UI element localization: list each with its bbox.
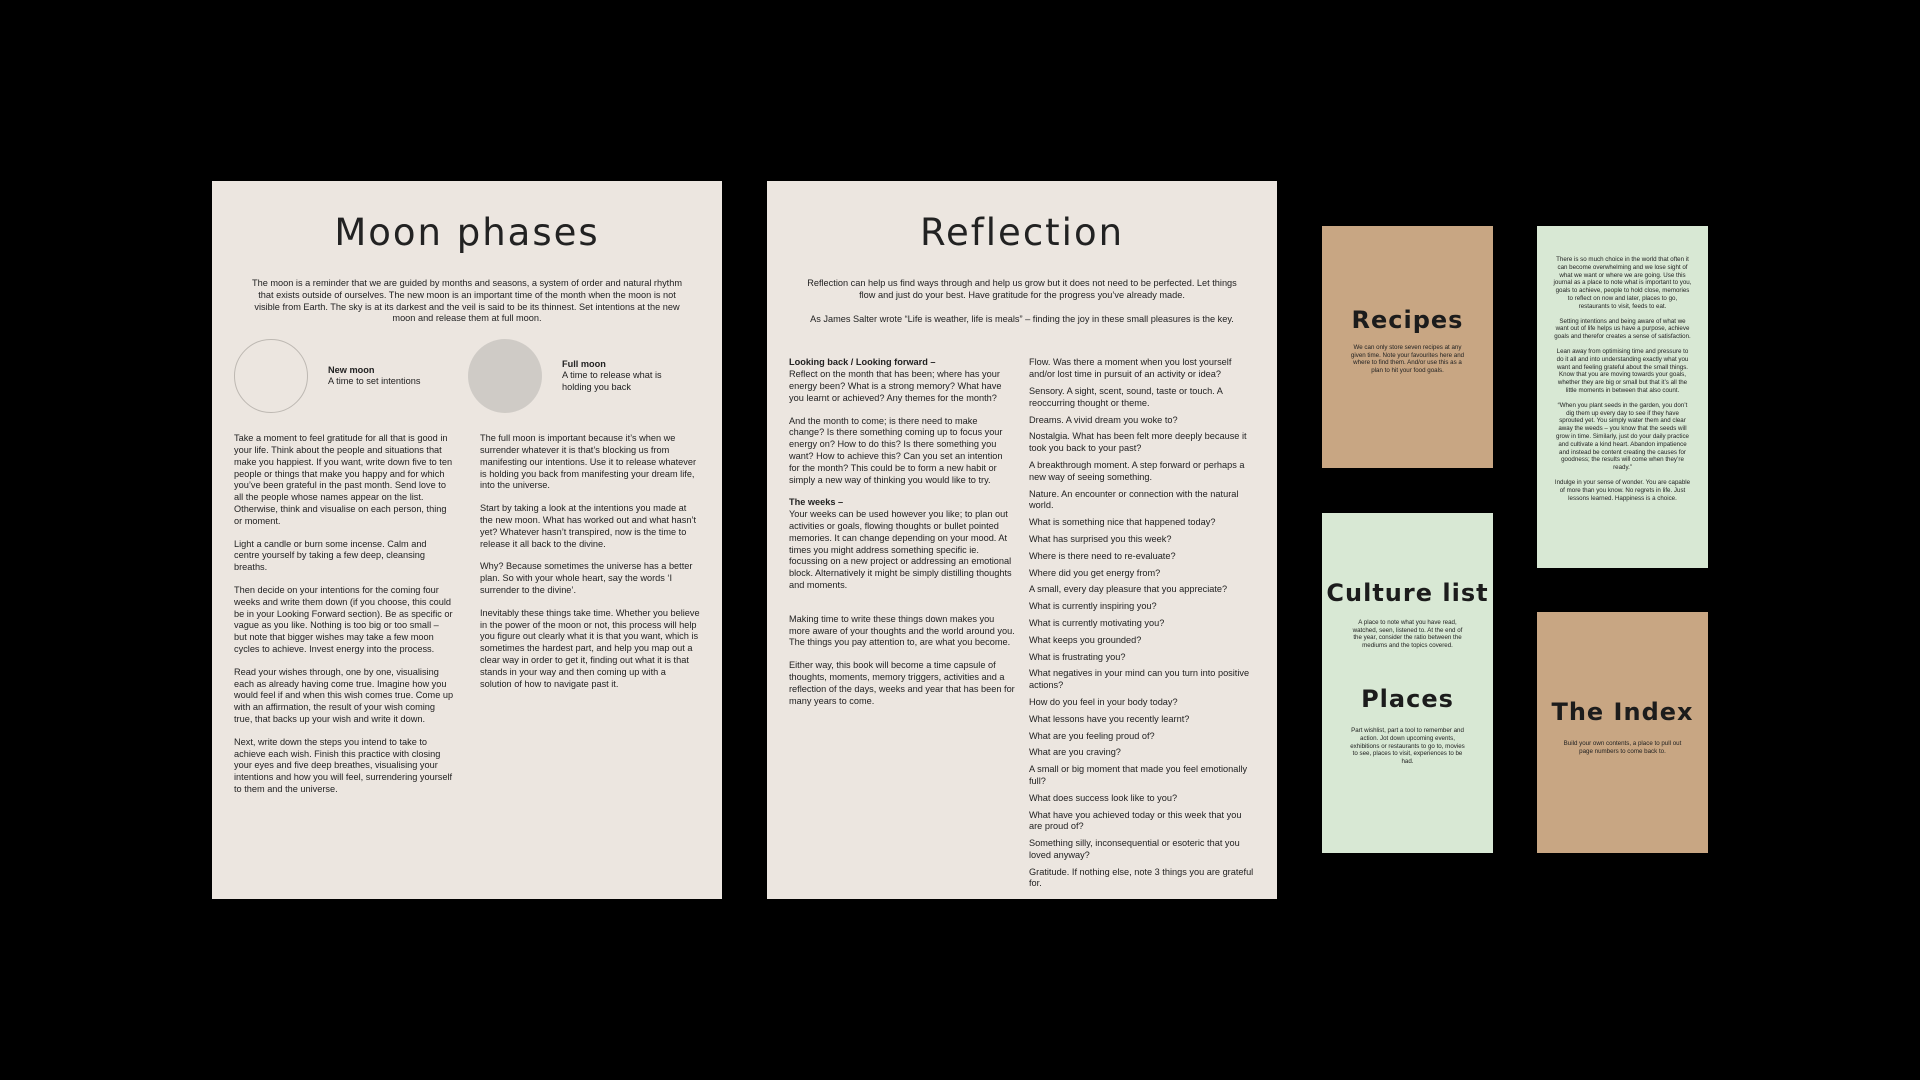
reflection-prompts-column bbox=[1029, 357, 1255, 895]
body-paragraph: Next, write down the steps you intend to take to achieve each wish. Finish this practice with closing your eyes and five deep breathes, visualising your intentions and how you will feel, surrendering yourself to them and the universe. bbox=[234, 736, 453, 794]
weeks-body: Your weeks can be used however you like; to plan out activities or goals, flowing thoughts or bullet pointed memories. It can change depending on your mood. At times you might address something specific ie. focussing on a new project or addressing an emotional block. Alternatively it might be simply distilling thoughts and moments. bbox=[789, 509, 1012, 590]
weeks-section bbox=[789, 497, 1015, 591]
body-paragraph: Why? Because sometimes the universe has a better plan. So with your whole heart, say the words ‘I surrender to the divine’. bbox=[480, 561, 693, 595]
prompt-item: Flow. Was there a moment when you lost yourself and/or lost time in pursuit of an activity or idea? bbox=[1029, 357, 1232, 380]
places-title: Places bbox=[1361, 685, 1454, 714]
reflection-columns bbox=[789, 357, 1255, 895]
culture-places-card bbox=[1322, 513, 1493, 853]
moon-phases-page bbox=[212, 181, 722, 899]
prompt-item: What have you achieved today or this week that you are proud of? bbox=[1029, 809, 1242, 832]
full-moon-text bbox=[562, 359, 672, 394]
prompt-item: What negatives in your mind can you turn into positive actions? bbox=[1029, 668, 1250, 691]
intro-card-paragraph: “When you plant seeds in the garden, you don’t dig them up every day to see if they have sprouted yet. You simply water them and clear away the weeds – you know that the seeds will grow in time. Similarly, just do your daily practice and cultivate a kind heart. Abandon impatience and instead be content creating the causes for goodness; the results will come when they’re ready.” bbox=[1556, 401, 1689, 472]
looking-body: Reflect on the month that has been; where has your energy been? What is a strong memory? What have you learnt or achieved? Any themes for the month? bbox=[789, 369, 1002, 403]
culture-desc: A place to note what you have read, watched, seen, listened to. At the end of the year, consider the ratio between the mediums and the topics covered. bbox=[1352, 619, 1463, 649]
prompt-item: What are you feeling proud of? bbox=[1029, 730, 1155, 741]
prompt-item: A small, every day pleasure that you appreciate? bbox=[1029, 584, 1228, 595]
prompt-item: Nostalgia. What has been felt more deeply because it took you back to your past? bbox=[1029, 431, 1247, 454]
looking-heading: Looking back / Looking forward – bbox=[789, 357, 936, 368]
prompt-item: Where did you get energy from? bbox=[1029, 567, 1161, 578]
weeks-heading: The weeks – bbox=[789, 497, 844, 508]
moon-columns bbox=[234, 433, 700, 807]
prompt-item: What is frustrating you? bbox=[1029, 651, 1126, 662]
intro-paragraph: The moon is a reminder that we are guided by months and seasons, a system of order and natural rhythm that exists outside of ourselves. The new moon is an important time of the month when the moon is not visible from Earth. The sky is at its darkest and the veil is said to be its thinnest. Set intentions at the new moon and release them at full moon. bbox=[252, 278, 682, 324]
reflection-page bbox=[767, 181, 1277, 899]
prompt-item: Nature. An encounter or connection with the natural world. bbox=[1029, 488, 1239, 511]
body-paragraph: And the month to come; is there need to make change? Is there something coming up to focus your energy on? How to do this? Is there something you want? How to achieve this? Can you set an intention for the month? This could be to form a new habit or simply a new way of thinking you would like to try. bbox=[789, 415, 1003, 485]
prompt-item: Dreams. A vivid dream you woke to? bbox=[1029, 414, 1178, 425]
full-moon-icon bbox=[468, 339, 542, 413]
new-moon-desc: A time to set intentions bbox=[328, 376, 421, 387]
body-paragraph: Then decide on your intentions for the coming four weeks and write them down (if you choose, this could be in your Looking Forward section). Be as specific or vague as you like. Nothing is too big or too small – but note that bigger wishes may take a few moon cycles to achieve. Invest energy into the process. bbox=[234, 584, 453, 654]
body-paragraph: Start by taking a look at the intentions you made at the new moon. What has worked out and what hasn’t yet? Whatever hasn’t transpired, now is the time to release it all back to the divine. bbox=[480, 503, 697, 549]
prompt-item: What does success look like to you? bbox=[1029, 792, 1178, 803]
full-moon-column bbox=[480, 433, 700, 807]
recipes-card bbox=[1322, 226, 1493, 468]
intro-card-paragraph: Setting intentions and being aware of what we want out of life helps us have a purpose, achieve goals and therefor creates a sense of satisfaction. bbox=[1554, 317, 1691, 341]
intro-paragraph: Reflection can help us find ways through and help us grow but it does not need to be perfected. Let things flow and just do your best. Have gratitude for the progress you’ve already made. bbox=[807, 278, 1237, 300]
reflection-guide-column bbox=[789, 357, 1015, 895]
intro-quote: As James Salter wrote “Life is weather, life is meals” – finding the joy in these small pleasures is the key. bbox=[810, 313, 1234, 324]
places-desc: Part wishlist, part a tool to remember and action. Jot down upcoming events, exhibitions or restaurants to go to, movies to see, places to visit, experiences to be had. bbox=[1350, 727, 1465, 765]
prompt-item: Gratitude. If nothing else, note 3 things you are grateful for. bbox=[1029, 866, 1254, 889]
intro-card bbox=[1537, 226, 1708, 568]
moon-intro bbox=[248, 278, 686, 325]
body-paragraph: Making time to write these things down makes you more aware of your thoughts and the world around you. The things you pay attention to, are what you become. bbox=[789, 613, 1015, 648]
body-paragraph: Light a candle or burn some incense. Calm and centre yourself by taking a few deep, cleansing breaths. bbox=[234, 538, 427, 573]
intro-card-paragraph: Indulge in your sense of wonder. You are capable of more than you know. No regrets in life. Just lessons learned. Happiness is a choice. bbox=[1554, 478, 1691, 502]
prompt-item: What is something nice that happened today? bbox=[1029, 517, 1216, 528]
new-moon-label: New moon bbox=[328, 364, 375, 375]
moon-phase-row bbox=[234, 337, 700, 415]
new-moon-text bbox=[328, 365, 420, 388]
body-paragraph: Inevitably these things take time. Whether you believe in the power of the moon or not, this process will help you figure out clearly what it is that you want, which is sometimes the hardest part, and help you map out a clear way in order to get it, finding out what it is that stands in your way and then coming up with a solution of how to navigate past it. bbox=[480, 607, 700, 689]
prompt-item: Something silly, inconsequential or esoteric that you loved anyway? bbox=[1029, 838, 1240, 860]
prompt-item: What is currently inspiring you? bbox=[1029, 601, 1157, 612]
prompt-item: Sensory. A sight, scent, sound, taste or touch. A reoccurring thought or theme. bbox=[1029, 385, 1223, 408]
page-title: Reflection bbox=[919, 211, 1125, 254]
index-title: The Index bbox=[1551, 698, 1694, 726]
prompt-item: What has surprised you this week? bbox=[1029, 533, 1172, 544]
new-moon-icon bbox=[234, 339, 308, 413]
body-paragraph: Take a moment to feel gratitude for all that is good in your life. Think about the people and situations that make you happiest. If you want, write down five to ten people or things that make you happy and for which you’ve been grateful in the past month. Send love to all the people whose names appear on the list. Otherwise, think and visualise on each person, thing or moment. bbox=[234, 433, 453, 526]
full-moon-desc: A time to release what is holding you back bbox=[562, 370, 662, 392]
reflection-intro bbox=[803, 278, 1241, 325]
intro-card-body bbox=[1554, 256, 1692, 502]
body-paragraph: Either way, this book will become a time capsule of thoughts, moments, memory triggers, activities and a reflection of the days, weeks and year that has been for many years to come. bbox=[789, 660, 1015, 706]
body-paragraph: The full moon is important because it’s when we surrender whatever it is that’s blocking us from manifesting our intentions. Use it to release whatever is holding you back from manifesting your dream life, into the universe. bbox=[480, 433, 697, 491]
prompt-item: What keeps you grounded? bbox=[1029, 634, 1142, 645]
recipes-desc: We can only store seven recipes at any given time. Note your favourites here and where to find them. And/or use this as a plan to hit your food goals. bbox=[1350, 344, 1465, 374]
looking-section bbox=[789, 357, 1015, 404]
prompt-item: Where is there need to re-evaluate? bbox=[1029, 550, 1176, 561]
intro-card-paragraph: Lean away from optimising time and pressure to do it all and into understanding exactly what you want and feeling grateful about the small things. Know that you are moving towards your goals, whether they are big or small but that it’s all the little moments in between that also count. bbox=[1556, 347, 1689, 394]
prompt-item: What are you craving? bbox=[1029, 747, 1121, 758]
prompt-item: A breakthrough moment. A step forward or perhaps a new way of seeing something. bbox=[1029, 459, 1245, 482]
prompt-item: A small or big moment that made you feel emotionally full? bbox=[1029, 764, 1248, 786]
prompt-item: How do you feel in your body today? bbox=[1029, 696, 1178, 707]
recipes-title: Recipes bbox=[1351, 306, 1464, 334]
full-moon-label: Full moon bbox=[562, 358, 606, 369]
culture-title: Culture list bbox=[1326, 579, 1489, 607]
new-moon-column bbox=[234, 433, 454, 807]
prompt-item: What lessons have you recently learnt? bbox=[1029, 713, 1190, 724]
prompt-item: What is currently motivating you? bbox=[1029, 617, 1165, 628]
index-desc: Build your own contents, a place to pull out page numbers to come back to. bbox=[1563, 740, 1682, 755]
body-paragraph: Read your wishes through, one by one, visualising each as already having come true. Imagine how you would feel if and when this wish comes true. Come up with an affirmation, the result of your wish coming true, that backs up your wish and write it down. bbox=[234, 666, 454, 724]
new-moon-block bbox=[234, 339, 467, 413]
full-moon-block bbox=[467, 339, 700, 413]
intro-card-paragraph: There is so much choice in the world that often it can become overwhelming and we lose sight of what we want or where we are going. Use this journal as a place to note what is important to you, goals to achieve, people to hold close, memories to reflect on now and later, places to go, restaurants to visit, feeds to eat. bbox=[1553, 256, 1692, 310]
page-title: Moon phases bbox=[334, 211, 600, 254]
index-card bbox=[1537, 612, 1708, 853]
